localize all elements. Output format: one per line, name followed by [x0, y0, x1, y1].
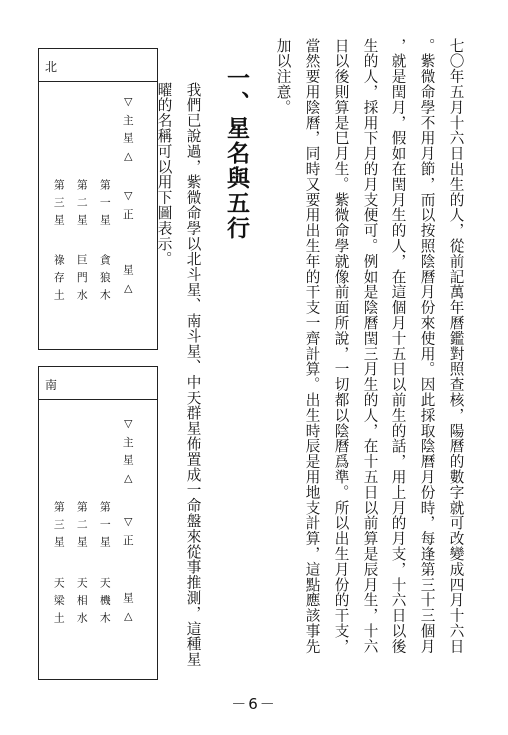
table-column: 天相水 — [75, 577, 89, 630]
table-column: 天機木 — [98, 577, 112, 630]
page-number: －6－ — [231, 695, 277, 713]
table-header — [39, 49, 157, 82]
table-header — [39, 367, 157, 400]
section-heading: 一、星名與五行 — [223, 66, 250, 241]
paragraph-column: 七〇年五月十六日出生的人，從前記萬年曆鑑對照查核，陽曆的數字就可改變成四月十六日 — [447, 38, 465, 654]
table-column: 星△ — [121, 264, 135, 301]
table-column: 巨門水 — [75, 254, 89, 307]
paragraph-column: 當然要用陰曆，同時又要用出生年的干支一齊計算。出生時辰是用地支計算，這點應該事先 — [303, 38, 321, 654]
table-title: 南 — [45, 378, 58, 392]
table-column: 第一星 — [98, 179, 112, 232]
table-column: ▽正 — [121, 515, 135, 552]
south-star-table — [38, 366, 158, 680]
section-body-column: 我們已說過，紫微命學以北斗星、南斗星、中天群星佈置成一命盤來從事推測，這種星 — [184, 82, 202, 668]
section-body-column: 曜的名稱可以用下圖表示。 — [155, 82, 173, 267]
table-column: 第一星 — [98, 501, 112, 554]
table-column: ▽正 — [121, 189, 135, 226]
table-column: 祿存土 — [52, 254, 66, 307]
table-column: 第三星 — [52, 501, 66, 554]
north-star-table — [38, 48, 158, 350]
table-column: 第二星 — [75, 179, 89, 232]
table-column: ▽主星△ — [121, 417, 135, 491]
paragraph-column: ，就是閏月，假如在閏月生的人，在這個月十五日以前生的話，用上月的月支，十六日以後 — [389, 38, 407, 654]
table-column: 第三星 — [52, 179, 66, 232]
paragraph-column: 加以注意。 — [274, 38, 292, 115]
table-column: 星△ — [121, 592, 135, 629]
paragraph-column: 日以後則算是巳月生。紫微命學就像前面所說，一切都以陰曆爲準。所以出生月份的干支， — [332, 38, 350, 654]
table-title: 北 — [45, 60, 58, 74]
table-column: ▽主星△ — [121, 95, 135, 169]
table-column: 貪狼木 — [98, 254, 112, 307]
paragraph-column: 生的人，採用下月的月支便可。例如是陰曆閏三月生的人，在十五日以前算是辰月生，十六 — [361, 38, 379, 654]
paragraph-column: 。紫微命學不用月節，而以按照陰曆月份來使用。因此採取陰曆月份時，每逢第三十三個月 — [418, 38, 436, 654]
table-column: 第二星 — [75, 501, 89, 554]
table-column: 天梁土 — [52, 577, 66, 630]
